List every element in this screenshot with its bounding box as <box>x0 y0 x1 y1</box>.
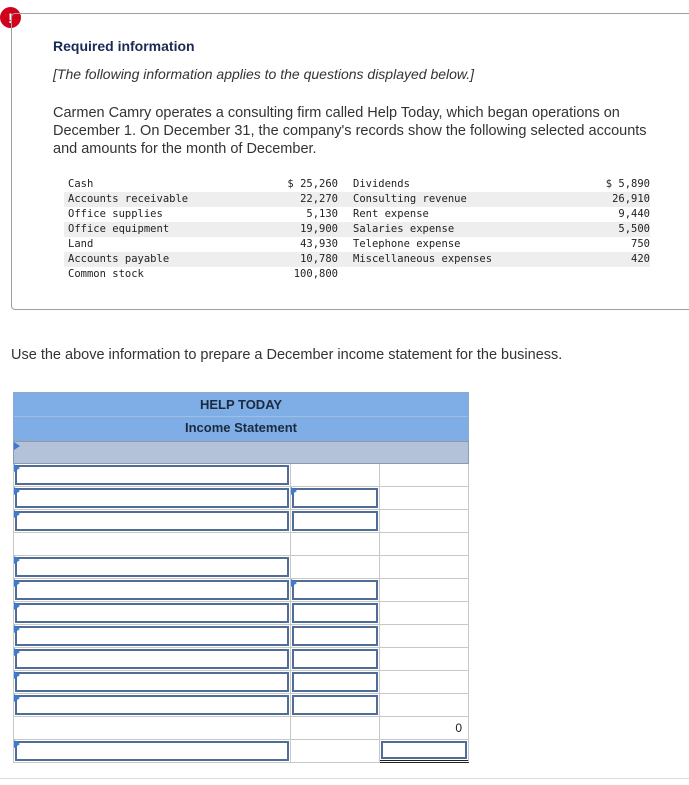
company-name: HELP TODAY <box>14 393 468 417</box>
account-amount: 750 <box>631 238 650 250</box>
account-select[interactable] <box>13 579 291 602</box>
net-income-input[interactable] <box>380 740 469 763</box>
account-amount: 420 <box>631 253 650 265</box>
total-cell <box>380 579 469 602</box>
total-cell <box>380 464 469 487</box>
statement-row <box>13 533 469 556</box>
amount-input[interactable] <box>291 648 380 671</box>
account-name: Telephone expense <box>353 238 461 250</box>
dropdown-marker-icon <box>14 625 20 633</box>
required-info-title: Required information <box>53 38 195 54</box>
accounts-table <box>64 177 650 282</box>
amount-cell <box>291 717 380 740</box>
amount-cell <box>291 533 380 556</box>
account-select[interactable] <box>13 694 291 717</box>
account-amount <box>553 267 650 282</box>
amount-input[interactable] <box>291 671 380 694</box>
account-amount: 9,440 <box>618 208 650 220</box>
account-name: Consulting revenue <box>353 193 467 205</box>
account-row <box>64 237 650 252</box>
exclamation-icon: ! <box>0 7 21 28</box>
label-cell <box>13 533 291 556</box>
account-name: Office supplies <box>68 208 163 220</box>
amount-input[interactable] <box>291 579 380 602</box>
account-row <box>64 207 650 222</box>
account-row <box>64 267 650 282</box>
statement-row <box>13 556 469 579</box>
account-name: Accounts payable <box>68 253 170 265</box>
account-row <box>64 252 650 267</box>
dropdown-marker-icon <box>14 694 20 702</box>
account-select[interactable] <box>13 648 291 671</box>
period-input[interactable] <box>13 441 469 464</box>
account-row <box>64 222 650 237</box>
required-info-subtitle: [The following information applies to the questions displayed below.] <box>53 66 475 82</box>
amount-input[interactable] <box>291 602 380 625</box>
account-amount: 10,780 <box>300 253 338 265</box>
statement-title: Income Statement <box>185 420 297 435</box>
instruction-text: Use the above information to prepare a December income statement for the business. <box>11 347 563 363</box>
dropdown-marker-icon <box>14 740 20 748</box>
statement-row <box>13 464 469 487</box>
total-cell <box>380 671 469 694</box>
statement-row <box>13 648 469 671</box>
total-cell <box>380 510 469 533</box>
total-cell <box>380 487 469 510</box>
account-name: Accounts receivable <box>68 193 189 205</box>
account-amount: 5,500 <box>618 223 650 235</box>
account-amount: 43,930 <box>300 238 338 250</box>
dropdown-marker-icon <box>14 671 20 679</box>
account-name: Office equipment <box>68 223 170 235</box>
dropdown-marker-icon <box>14 510 20 518</box>
account-name: Cash <box>68 178 94 190</box>
account-row <box>64 192 650 207</box>
amount-cell <box>291 556 380 579</box>
account-name: Common stock <box>68 268 144 280</box>
total-cell <box>380 694 469 717</box>
total-cell <box>380 556 469 579</box>
statement-row <box>13 579 469 602</box>
dropdown-marker-icon <box>291 579 297 587</box>
account-name: Dividends <box>353 178 410 190</box>
account-amount: 19,900 <box>300 223 338 235</box>
dropdown-marker-icon <box>14 602 20 610</box>
statement-row <box>13 694 469 717</box>
amount-input[interactable] <box>291 510 380 533</box>
statement-row <box>13 510 469 533</box>
total-cell <box>380 533 469 556</box>
statement-row <box>13 602 469 625</box>
account-select[interactable] <box>13 510 291 533</box>
amount-cell <box>291 464 380 487</box>
account-amount: 5,130 <box>306 208 338 220</box>
total-cell <box>380 625 469 648</box>
total-cell <box>380 602 469 625</box>
account-select[interactable] <box>13 625 291 648</box>
total-expenses-value: 0 <box>380 717 469 740</box>
account-name <box>338 267 553 282</box>
amount-input[interactable] <box>291 625 380 648</box>
dropdown-marker-icon <box>14 487 20 495</box>
dropdown-marker-icon <box>14 556 20 564</box>
account-row <box>64 177 650 192</box>
statement-header <box>13 392 469 441</box>
account-amount: $ 5,890 <box>605 178 650 190</box>
account-name: Salaries expense <box>353 223 455 235</box>
dropdown-marker-icon <box>14 464 20 472</box>
bottom-divider <box>0 778 689 779</box>
account-select[interactable] <box>13 464 291 487</box>
income-statement-form <box>13 392 469 763</box>
label-cell <box>13 717 291 740</box>
account-select[interactable] <box>13 602 291 625</box>
dropdown-marker-icon <box>14 579 20 587</box>
amount-input[interactable] <box>291 694 380 717</box>
account-select[interactable] <box>13 487 291 510</box>
account-amount: 26,910 <box>612 193 650 205</box>
net-income-select[interactable] <box>13 740 291 763</box>
total-cell <box>380 648 469 671</box>
account-name: Land <box>68 238 94 250</box>
account-amount: 100,800 <box>293 268 338 280</box>
dropdown-marker-icon <box>291 487 297 495</box>
account-amount: $ 25,260 <box>287 178 338 190</box>
account-amount: 22,270 <box>300 193 338 205</box>
dropdown-marker-icon <box>14 442 20 450</box>
account-select[interactable] <box>13 671 291 694</box>
statement-row <box>13 671 469 694</box>
amount-input[interactable] <box>291 487 380 510</box>
statement-row <box>13 625 469 648</box>
statement-row <box>13 487 469 510</box>
dropdown-marker-icon <box>14 648 20 656</box>
account-name: Miscellaneous expenses <box>353 253 493 265</box>
problem-description: Carmen Camry operates a consulting firm called Help Today, which began operations on December 1. On December 31, the company's records show the following selected accounts and amounts for the month of December. <box>53 105 647 157</box>
statement-row <box>13 740 469 763</box>
account-name: Rent expense <box>353 208 429 220</box>
amount-cell <box>291 740 380 763</box>
account-select[interactable] <box>13 556 291 579</box>
statement-row <box>13 717 469 740</box>
